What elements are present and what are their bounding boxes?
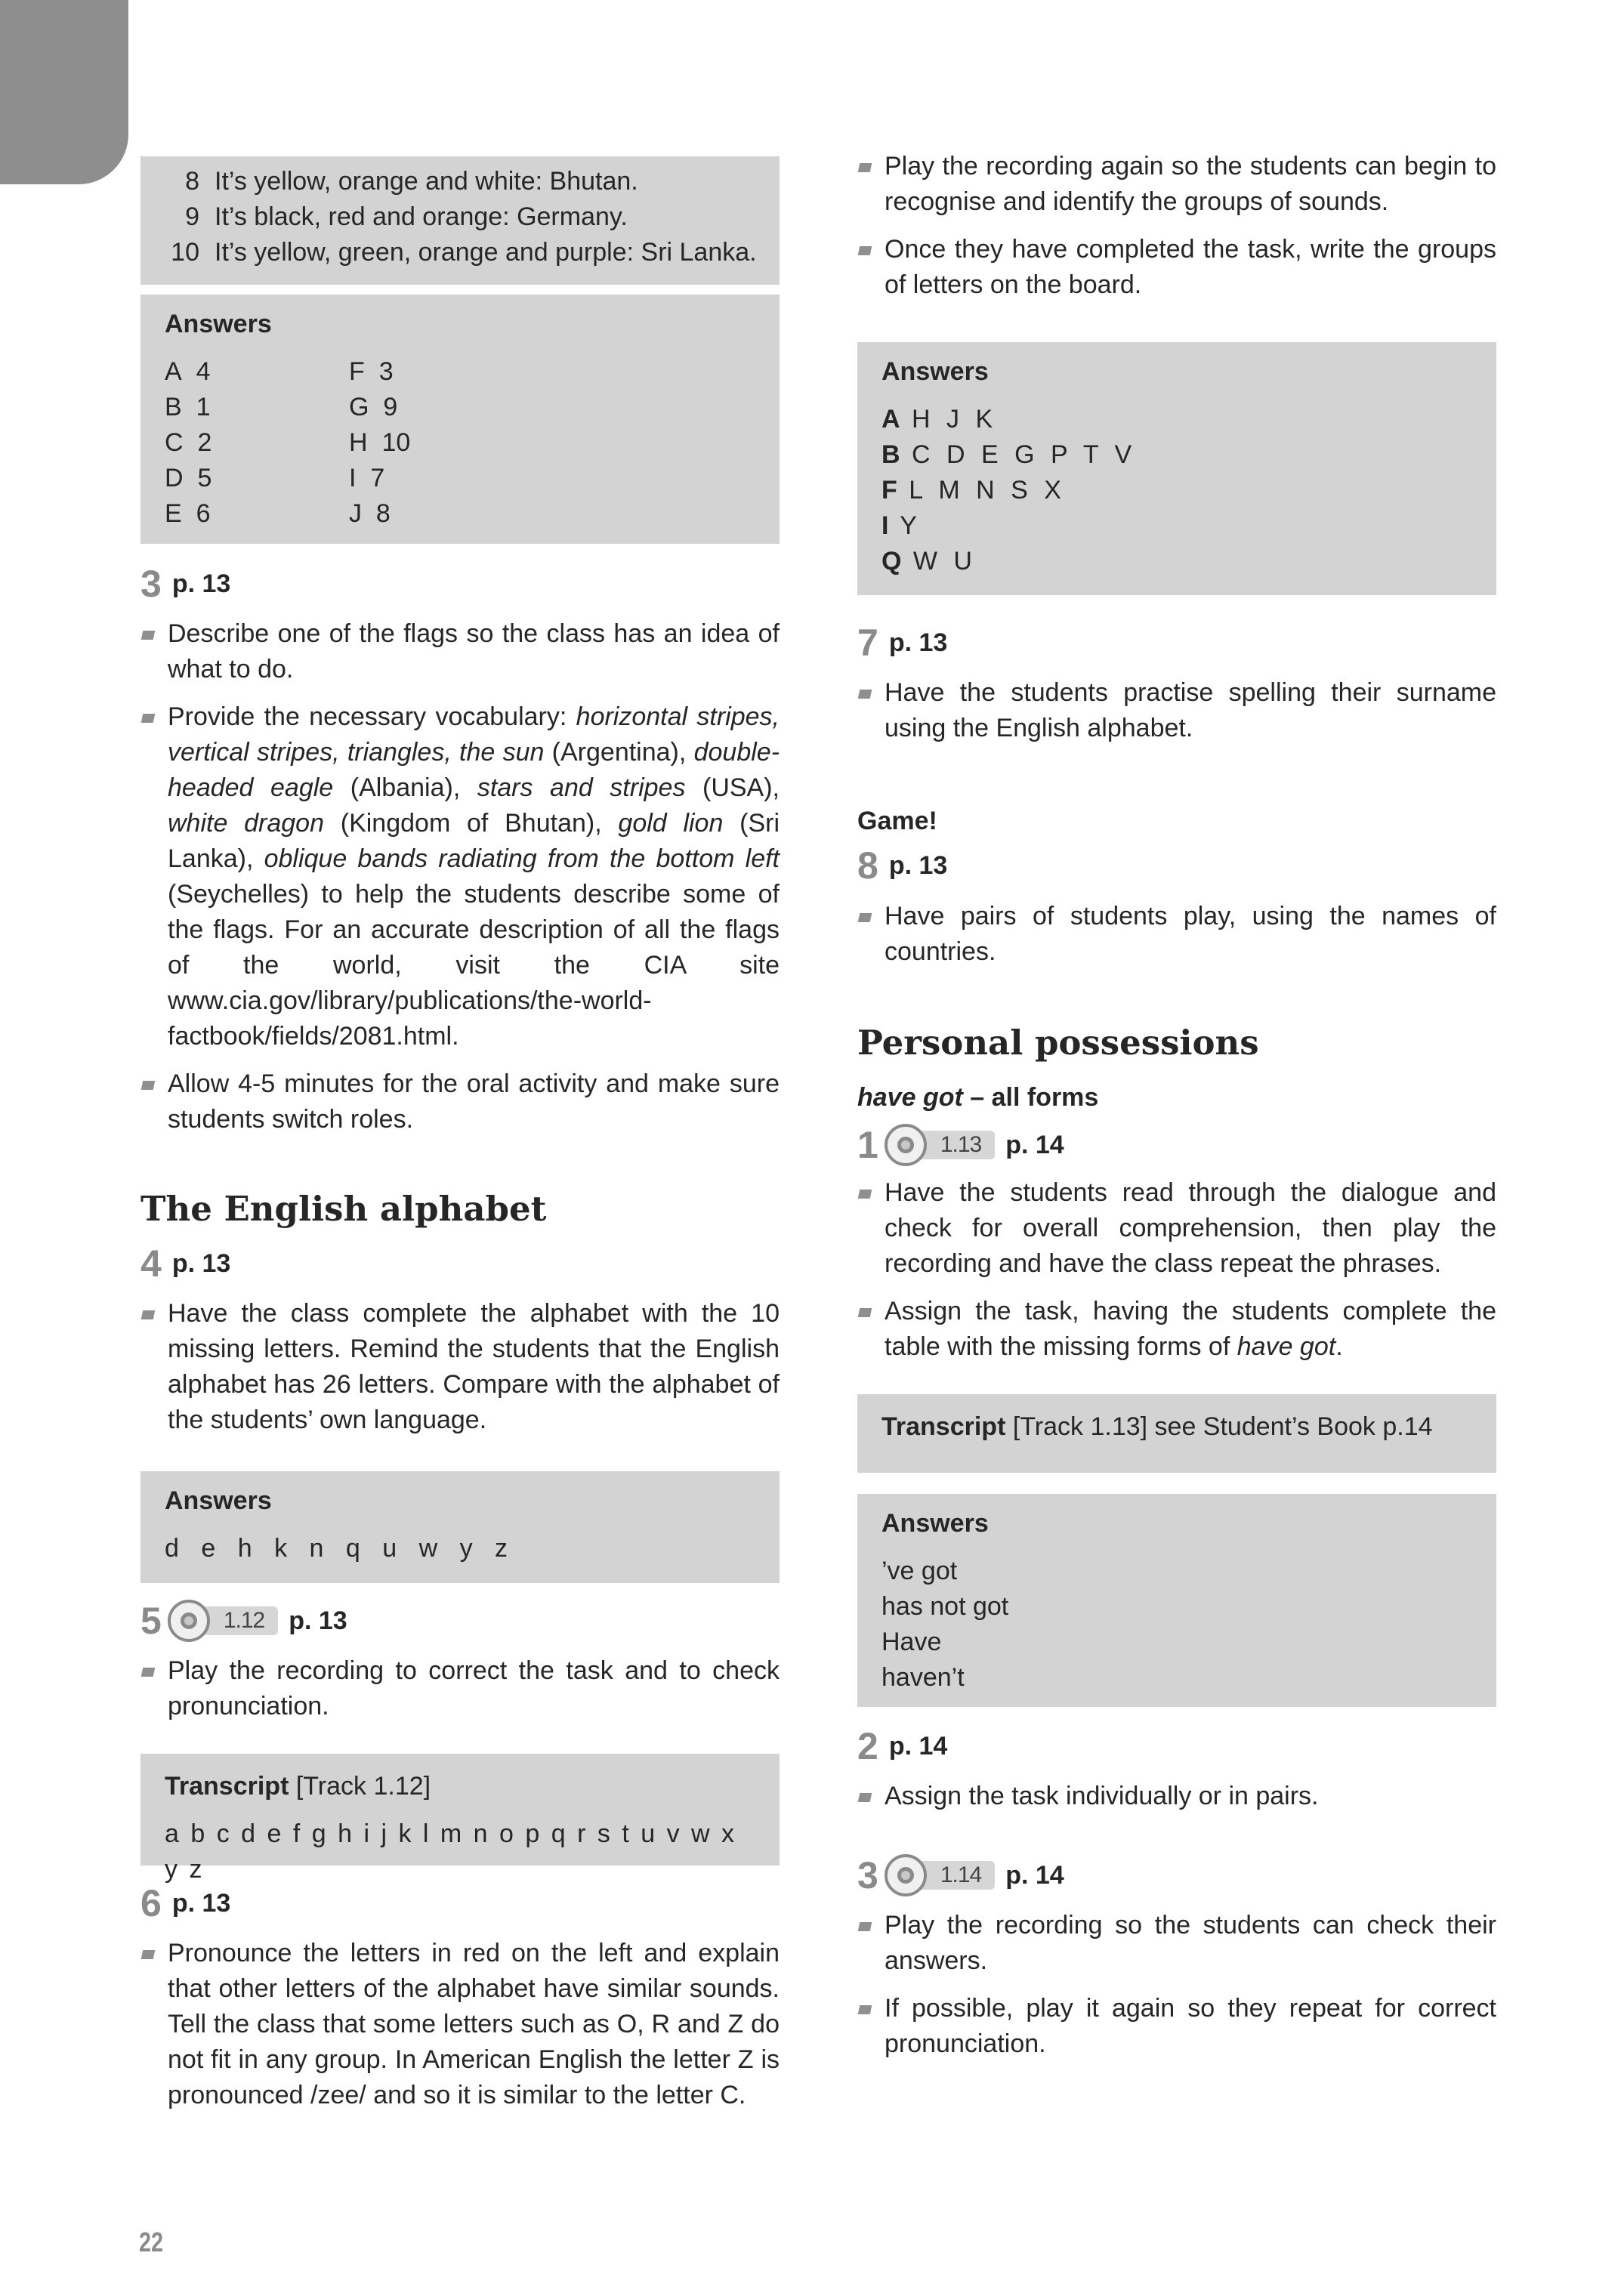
answers-title: Answers	[165, 310, 272, 338]
exercise-3b-heading	[857, 1854, 1496, 1896]
answers-box	[140, 295, 780, 544]
exercise-3b-bullets	[857, 1908, 1496, 2062]
item-number: 10	[171, 238, 199, 267]
answers-title: Answers	[881, 357, 989, 386]
game-label: Game!	[857, 807, 937, 835]
letter-group: B C D E G P T V	[881, 440, 1137, 469]
answers-groups	[881, 402, 1472, 579]
answer-item: Have	[881, 1628, 942, 1656]
page-ref: p. 13	[888, 628, 948, 657]
transcript-ref: [Track 1.13] see Student’s Book p.14	[1005, 1412, 1433, 1441]
answer-cell: G 9	[349, 393, 398, 421]
grammar-subheading: have got – all forms	[857, 1083, 1099, 1112]
bullet-item: Have the class complete the alphabet with the 10 missing letters. Remind the students that the English alphabet has 26 letters. Compare with the alphabet of the students’ own language.	[140, 1296, 780, 1438]
transcript-label: Transcript	[881, 1412, 1006, 1441]
answer-cell: E 6	[165, 499, 211, 528]
page-ref: p. 13	[171, 1888, 231, 1918]
section-title-alphabet: The English alphabet	[140, 1189, 547, 1229]
track-number: 1.13	[910, 1131, 995, 1159]
transcript-label: Transcript	[165, 1772, 289, 1801]
answers-grid	[165, 354, 755, 532]
transcript-letters: a b c d e f g h i j k l m n o p q r s t u v w x y z	[165, 1819, 737, 1884]
bullet-item: Pronounce the letters in red on the left and explain that other letters of the alphabet have similar sounds. Tell the class that some letters such as O, R and Z do not fit in any group. In American English the letter Z is pronounced /zee/ and so it is similar to the letter C.	[140, 1936, 780, 2113]
exercise-number: 4	[140, 1242, 162, 1285]
exercise-6-bullets	[140, 1936, 780, 2113]
item-text: It’s yellow, green, orange and purple: Sri Lanka.	[215, 238, 757, 267]
list-item	[165, 164, 760, 199]
exercise-1-heading	[857, 1124, 1496, 1166]
exercise-number: 6	[140, 1882, 162, 1924]
item-text: It’s yellow, orange and white: Bhutan.	[215, 167, 638, 196]
corner-tab	[0, 0, 128, 184]
answer-item: has not got	[881, 1592, 1009, 1621]
item-number: 8	[185, 167, 199, 196]
bullet-item: Play the recording so the students can check their answers.	[857, 1908, 1496, 1979]
exercise-4-heading	[140, 1242, 780, 1285]
bullet-item: Have the students practise spelling their surname using the English alphabet.	[857, 675, 1496, 746]
cd-icon	[885, 1854, 927, 1896]
page-ref: p. 14	[1005, 1860, 1064, 1890]
answer-item: haven’t	[881, 1663, 965, 1692]
answer-cell: C 2	[165, 428, 212, 457]
audio-track-badge	[885, 1854, 995, 1896]
letter-group: I Y	[881, 511, 922, 540]
letter-group: F L M N S X	[881, 476, 1066, 505]
exercise-3-bullets	[140, 616, 780, 1137]
audio-track-badge	[885, 1124, 995, 1166]
answers-letters: d e h k n q u w y z	[165, 1534, 516, 1563]
exercise-7-bullets	[857, 675, 1496, 746]
answer-cell: J 8	[349, 499, 391, 528]
bullet-item: Assign the task individually or in pairs.	[857, 1779, 1496, 1814]
exercise-2-bullets	[857, 1779, 1496, 1814]
answer-cell: D 5	[165, 464, 212, 492]
exercise-2-heading	[857, 1725, 1496, 1767]
answer-cell: I 7	[349, 464, 385, 492]
exercise-number: 2	[857, 1725, 878, 1767]
answers-box	[140, 1471, 780, 1583]
bullet-item: Once they have completed the task, write the groups of letters on the board.	[857, 232, 1496, 303]
section-title-possessions: Personal possessions	[857, 1023, 1259, 1063]
bullet-item: Play the recording again so the students can begin to recognise and identify the groups of sounds.	[857, 149, 1496, 220]
answers-box	[857, 342, 1496, 595]
bullet-item: If possible, play it again so they repeat for correct pronunciation.	[857, 1991, 1496, 2062]
page-ref: p. 13	[888, 850, 948, 880]
exercise-3-heading	[140, 563, 780, 605]
bullet-item: Assign the task, having the students complete the table with the missing forms of have got.	[857, 1294, 1496, 1365]
bullet-item: Describe one of the flags so the class has an idea of what to do.	[140, 616, 780, 687]
bullet-item: Have the students read through the dialogue and check for overall comprehension, then play the recording and have the class repeat the phrases.	[857, 1175, 1496, 1282]
track-number: 1.14	[910, 1861, 995, 1890]
page-ref: p. 14	[888, 1731, 948, 1761]
list-item	[165, 235, 760, 270]
page-ref: p. 14	[1005, 1130, 1064, 1159]
page-number: 22	[139, 2227, 164, 2257]
continued-bullets	[857, 149, 1496, 303]
answers-list	[881, 1554, 1472, 1696]
cd-icon	[168, 1600, 210, 1642]
transcript-box	[140, 1754, 780, 1884]
answer-item: ’ve got	[881, 1557, 958, 1585]
exercise-number: 1	[857, 1124, 878, 1166]
exercise-number: 3	[857, 1854, 878, 1896]
letter-group: Q W U	[881, 547, 977, 576]
bullet-item: Play the recording to correct the task and to check pronunciation.	[140, 1653, 780, 1724]
transcript-track: [Track 1.12]	[289, 1772, 431, 1801]
exercise-7-heading	[857, 622, 1496, 664]
answer-cell: F 3	[349, 357, 394, 386]
page-ref: p. 13	[171, 1248, 231, 1278]
exercise-number: 5	[140, 1600, 162, 1642]
continuation-box	[140, 156, 780, 285]
transcript-box	[857, 1394, 1496, 1473]
audio-track-badge	[168, 1600, 278, 1642]
cd-icon	[885, 1124, 927, 1166]
exercise-6-heading	[140, 1882, 780, 1924]
bullet-item: Allow 4-5 minutes for the oral activity and make sure students switch roles.	[140, 1066, 780, 1137]
exercise-8-heading	[857, 844, 1496, 887]
bullet-item: Provide the necessary vocabulary: horizontal stripes, vertical stripes, triangles, the sun (Argentina), double-headed eagle (Albania), stars and stripes (USA), white dragon (Kingdom of Bhutan), gold lion (Sri Lanka), oblique bands radiating from the bottom left (Seychelles) to help the students describe some of the flags. For an accurate description of all the flags of the world, visit the CIA site www.cia.gov/library/publications/the-world-factbook/fields/2081.html.	[140, 699, 780, 1054]
answers-title: Answers	[165, 1486, 272, 1515]
list-item	[165, 199, 760, 235]
item-text: It’s black, red and orange: Germany.	[215, 202, 628, 231]
bullet-item: Have pairs of students play, using the names of countries.	[857, 899, 1496, 970]
exercise-number: 3	[140, 563, 162, 605]
answer-cell: H 10	[349, 428, 411, 457]
exercise-5-bullets	[140, 1653, 780, 1724]
answers-title: Answers	[881, 1509, 989, 1538]
exercise-4-bullets	[140, 1296, 780, 1438]
item-number: 9	[185, 202, 199, 231]
answer-cell: A 4	[165, 357, 211, 386]
exercise-number: 8	[857, 844, 878, 887]
exercise-number: 7	[857, 622, 878, 664]
page-ref: p. 13	[289, 1606, 347, 1635]
exercise-1-bullets	[857, 1175, 1496, 1365]
answers-box	[857, 1494, 1496, 1707]
answer-cell: B 1	[165, 393, 211, 421]
exercise-8-bullets	[857, 899, 1496, 970]
exercise-5-heading	[140, 1600, 780, 1642]
page-ref: p. 13	[171, 569, 231, 598]
track-number: 1.12	[193, 1606, 278, 1635]
letter-group: A H J K	[881, 405, 998, 434]
